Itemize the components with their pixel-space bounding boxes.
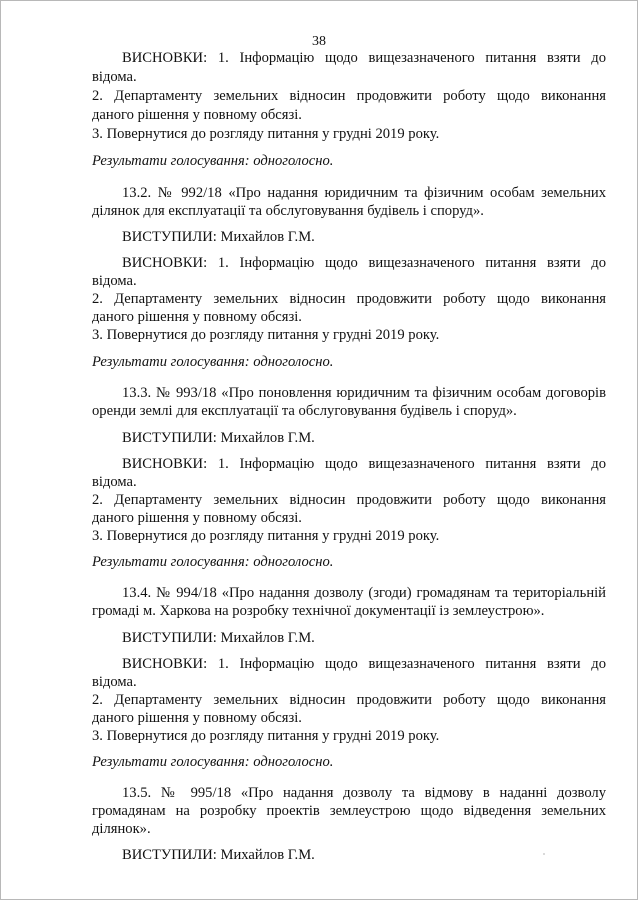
conclusions-line: даного рішення у повному обсязі. — [92, 710, 302, 726]
speakers-line: ВИСТУПИЛИ: Михайлов Г.М. — [122, 229, 315, 245]
vote-result: Результати голосування: одноголосно. — [92, 554, 334, 570]
agenda-item-title: громадянам на розробку проектів землеустрою щодо відведення земельних — [92, 803, 606, 819]
conclusions-line: відома. — [92, 474, 137, 490]
speakers-line: ВИСТУПИЛИ: Михайлов Г.М. — [122, 847, 315, 863]
conclusions-line: 2. Департаменту земельних відносин продовжити роботу щодо виконання — [92, 291, 606, 307]
scan-speck — [543, 853, 545, 855]
conclusions-line: ВИСНОВКИ: 1. Інформацію щодо вищезазначеного питання взяти до — [122, 456, 606, 472]
agenda-item-title: ділянок для експлуатації та обслуговування будівель і споруд». — [92, 203, 484, 219]
conclusions-line: ВИСНОВКИ: 1. Інформацію щодо вищезазначеного питання взяти до — [122, 255, 606, 271]
conclusions-line: відома. — [92, 674, 137, 690]
speakers-line: ВИСТУПИЛИ: Михайлов Г.М. — [122, 430, 315, 446]
conclusions-line: 3. Повернутися до розгляду питання у грудні 2019 року. — [92, 528, 440, 544]
page-number: 38 — [312, 34, 326, 49]
conclusions-line: ВИСНОВКИ: 1. Інформацію щодо вищезазначеного питання взяти до — [122, 656, 606, 672]
vote-result: Результати голосування: одноголосно. — [92, 153, 334, 169]
conclusions-line: 2. Департаменту земельних відносин продовжити роботу щодо виконання — [92, 492, 606, 508]
agenda-item-title: 13.4. № 994/18 «Про надання дозволу (згоди) громадянам та територіальній — [122, 585, 606, 601]
conclusions-line: відома. — [92, 69, 137, 85]
agenda-item-title: ділянок». — [92, 821, 151, 837]
speakers-line: ВИСТУПИЛИ: Михайлов Г.М. — [122, 630, 315, 646]
conclusions-line: 3. Повернутися до розгляду питання у грудні 2019 року. — [92, 728, 440, 744]
conclusions-line: 2. Департаменту земельних відносин продовжити роботу щодо виконання — [92, 88, 606, 104]
vote-result: Результати голосування: одноголосно. — [92, 354, 334, 370]
conclusions-line: даного рішення у повному обсязі. — [92, 510, 302, 526]
agenda-item-title: оренди землі для експлуатації та обслуговування будівель і споруд». — [92, 403, 517, 419]
agenda-item-title: 13.5. № 995/18 «Про надання дозволу та відмову в наданні дозволу — [122, 785, 606, 801]
vote-result: Результати голосування: одноголосно. — [92, 754, 334, 770]
conclusions-line: ВИСНОВКИ: 1. Інформацію щодо вищезазначеного питання взяти до — [122, 50, 606, 66]
agenda-item-title: 13.2. № 992/18 «Про надання юридичним та фізичним особам земельних — [122, 185, 606, 201]
agenda-item-title: громаді м. Харкова на розробку технічної документації із землеустрою». — [92, 603, 545, 619]
conclusions-line: 2. Департаменту земельних відносин продовжити роботу щодо виконання — [92, 692, 606, 708]
conclusions-line: 3. Повернутися до розгляду питання у грудні 2019 року. — [92, 126, 440, 142]
conclusions-line: даного рішення у повному обсязі. — [92, 309, 302, 325]
conclusions-line: 3. Повернутися до розгляду питання у грудні 2019 року. — [92, 327, 440, 343]
conclusions-line: даного рішення у повному обсязі. — [92, 107, 302, 123]
conclusions-line: відома. — [92, 273, 137, 289]
agenda-item-title: 13.3. № 993/18 «Про поновлення юридичним та фізичним особам договорів — [122, 385, 606, 401]
